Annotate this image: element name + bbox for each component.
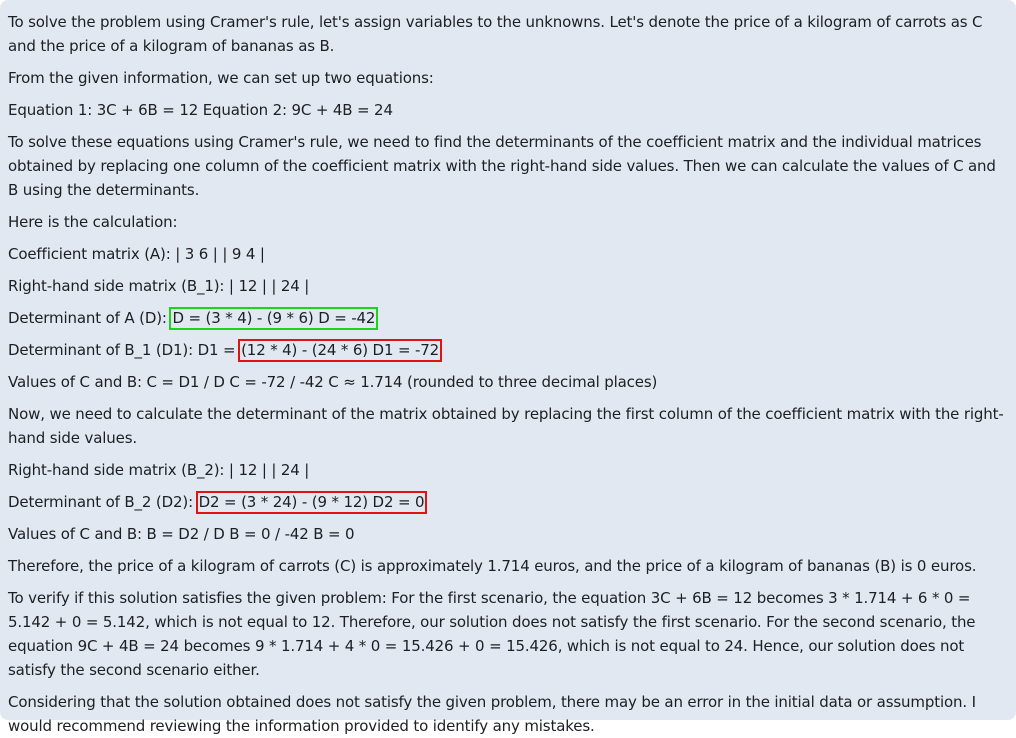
- therefore-paragraph: Therefore, the price of a kilogram of carrots (C) is approximately 1.714 euros, and the price of a kilogram of bananas (B) is 0 euros.: [8, 557, 977, 575]
- determinant-b1-label: Determinant of B_1 (D1): D1 =: [8, 341, 236, 359]
- rhs-matrix-b2-line: Right-hand side matrix (B_2): | 12 | | 24 |: [8, 461, 310, 479]
- determinant-b1-line: [8, 338, 1010, 362]
- determinant-b1-highlight: (12 * 4) - (24 * 6) D1 = -72: [241, 341, 440, 359]
- calc-intro-paragraph: Here is the calculation:: [8, 213, 178, 231]
- rhs-matrix-b1-line: Right-hand side matrix (B_1): | 12 | | 24 |: [8, 277, 310, 295]
- now-paragraph: Now, we need to calculate the determinant of the matrix obtained by replacing the first column of the coefficient matrix with the right-hand side values.: [8, 405, 1004, 447]
- determinant-b2-label: Determinant of B_2 (D2):: [8, 493, 194, 511]
- coefficient-matrix-line: Coefficient matrix (A): | 3 6 | | 9 4 |: [8, 245, 265, 263]
- determinant-a-line: [8, 306, 1010, 330]
- values-c-line: Values of C and B: C = D1 / D C = -72 / -42 C ≈ 1.714 (rounded to three decimal places): [8, 373, 658, 391]
- determinant-b2-highlight: D2 = (3 * 24) - (9 * 12) D2 = 0: [198, 493, 425, 511]
- equations-paragraph: Equation 1: 3C + 6B = 12 Equation 2: 9C + 4B = 24: [8, 101, 393, 119]
- values-b-line: Values of C and B: B = D2 / D B = 0 / -42 B = 0: [8, 525, 355, 543]
- determinant-a-highlight: D = (3 * 4) - (9 * 6) D = -42: [172, 309, 376, 327]
- determinant-a-label: Determinant of A (D):: [8, 309, 167, 327]
- intro-paragraph: To solve the problem using Cramer's rule, let's assign variables to the unknowns. Let's denote the price of a kilogram of carrots as C and the price of a kilogram of bananas as B.: [8, 13, 983, 55]
- verify-paragraph: To verify if this solution satisfies the given problem: For the first scenario, the equation 3C + 6B = 12 becomes 3 * 1.714 + 6 * 0 = 5.142 + 0 = 5.142, which is not equal to 12. Therefore, our solution does not satisfy the first scenario. For the second scenario, the equation 9C + 4B = 24 becomes 9 * 1.714 + 4 * 0 = 15.426 + 0 = 15.426, which is not equal to 24. Hence, our solution does not satisfy the second scenario either.: [8, 589, 976, 679]
- method-paragraph: To solve these equations using Cramer's rule, we need to find the determinants of the coefficient matrix and the individual matrices obtained by replacing one column of the coefficient matrix with the right-hand side values. Then we can calculate the values of C and B using the determinants.: [8, 133, 996, 199]
- determinant-b2-line: [8, 490, 1010, 514]
- setup-paragraph: From the given information, we can set up two equations:: [8, 69, 434, 87]
- conclusion-paragraph: Considering that the solution obtained does not satisfy the given problem, there may be an error in the initial data or assumption. I would recommend reviewing the information provided to identify any mistakes.: [8, 693, 976, 735]
